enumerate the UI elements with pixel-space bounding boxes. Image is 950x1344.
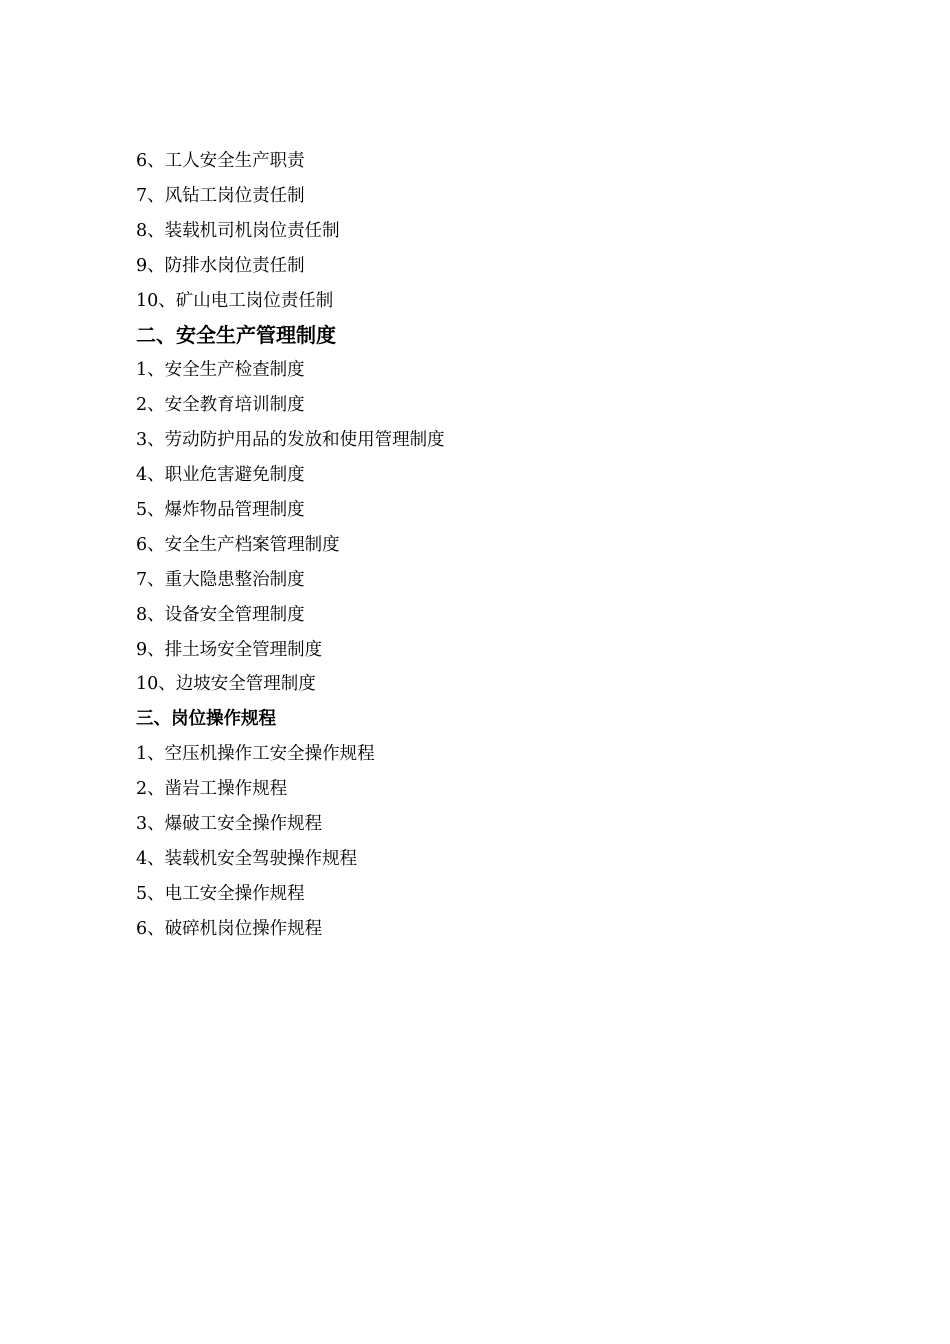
list-item: 6、破碎机岗位操作规程 [136,918,323,939]
list-item: 9、防排水岗位责任制 [136,255,305,276]
list-item: 10、边坡安全管理制度 [136,674,316,695]
list-item: 7、重大隐患整治制度 [136,569,305,590]
list-item: 8、设备安全管理制度 [136,604,305,625]
list-item: 6、工人安全生产职责 [136,151,305,171]
list-item: 1、安全生产检查制度 [136,360,305,381]
list-item: 5、电工安全操作规程 [136,883,305,904]
section-heading-management: 二、安全生产管理制度 [136,323,336,348]
section-heading-operations: 三、岗位操作规程 [136,709,276,730]
list-item: 6、安全生产档案管理制度 [136,534,340,555]
list-item: 4、职业危害避免制度 [136,465,305,486]
list-item: 2、凿岩工操作规程 [136,779,288,800]
list-item: 8、装载机司机岗位责任制 [136,220,340,241]
list-item: 5、爆炸物品管理制度 [136,500,305,521]
document-body [136,144,836,947]
list-item: 3、劳动防护用品的发放和使用管理制度 [136,430,445,451]
list-item: 9、排土场安全管理制度 [136,639,323,660]
list-item: 10、矿山电工岗位责任制 [136,290,334,311]
list-item: 7、风钻工岗位责任制 [136,185,305,206]
list-item: 1、空压机操作工安全操作规程 [136,744,375,765]
list-item: 4、装载机安全驾驶操作规程 [136,849,358,870]
list-item: 2、安全教育培训制度 [136,395,305,416]
list-item: 3、爆破工安全操作规程 [136,814,323,835]
